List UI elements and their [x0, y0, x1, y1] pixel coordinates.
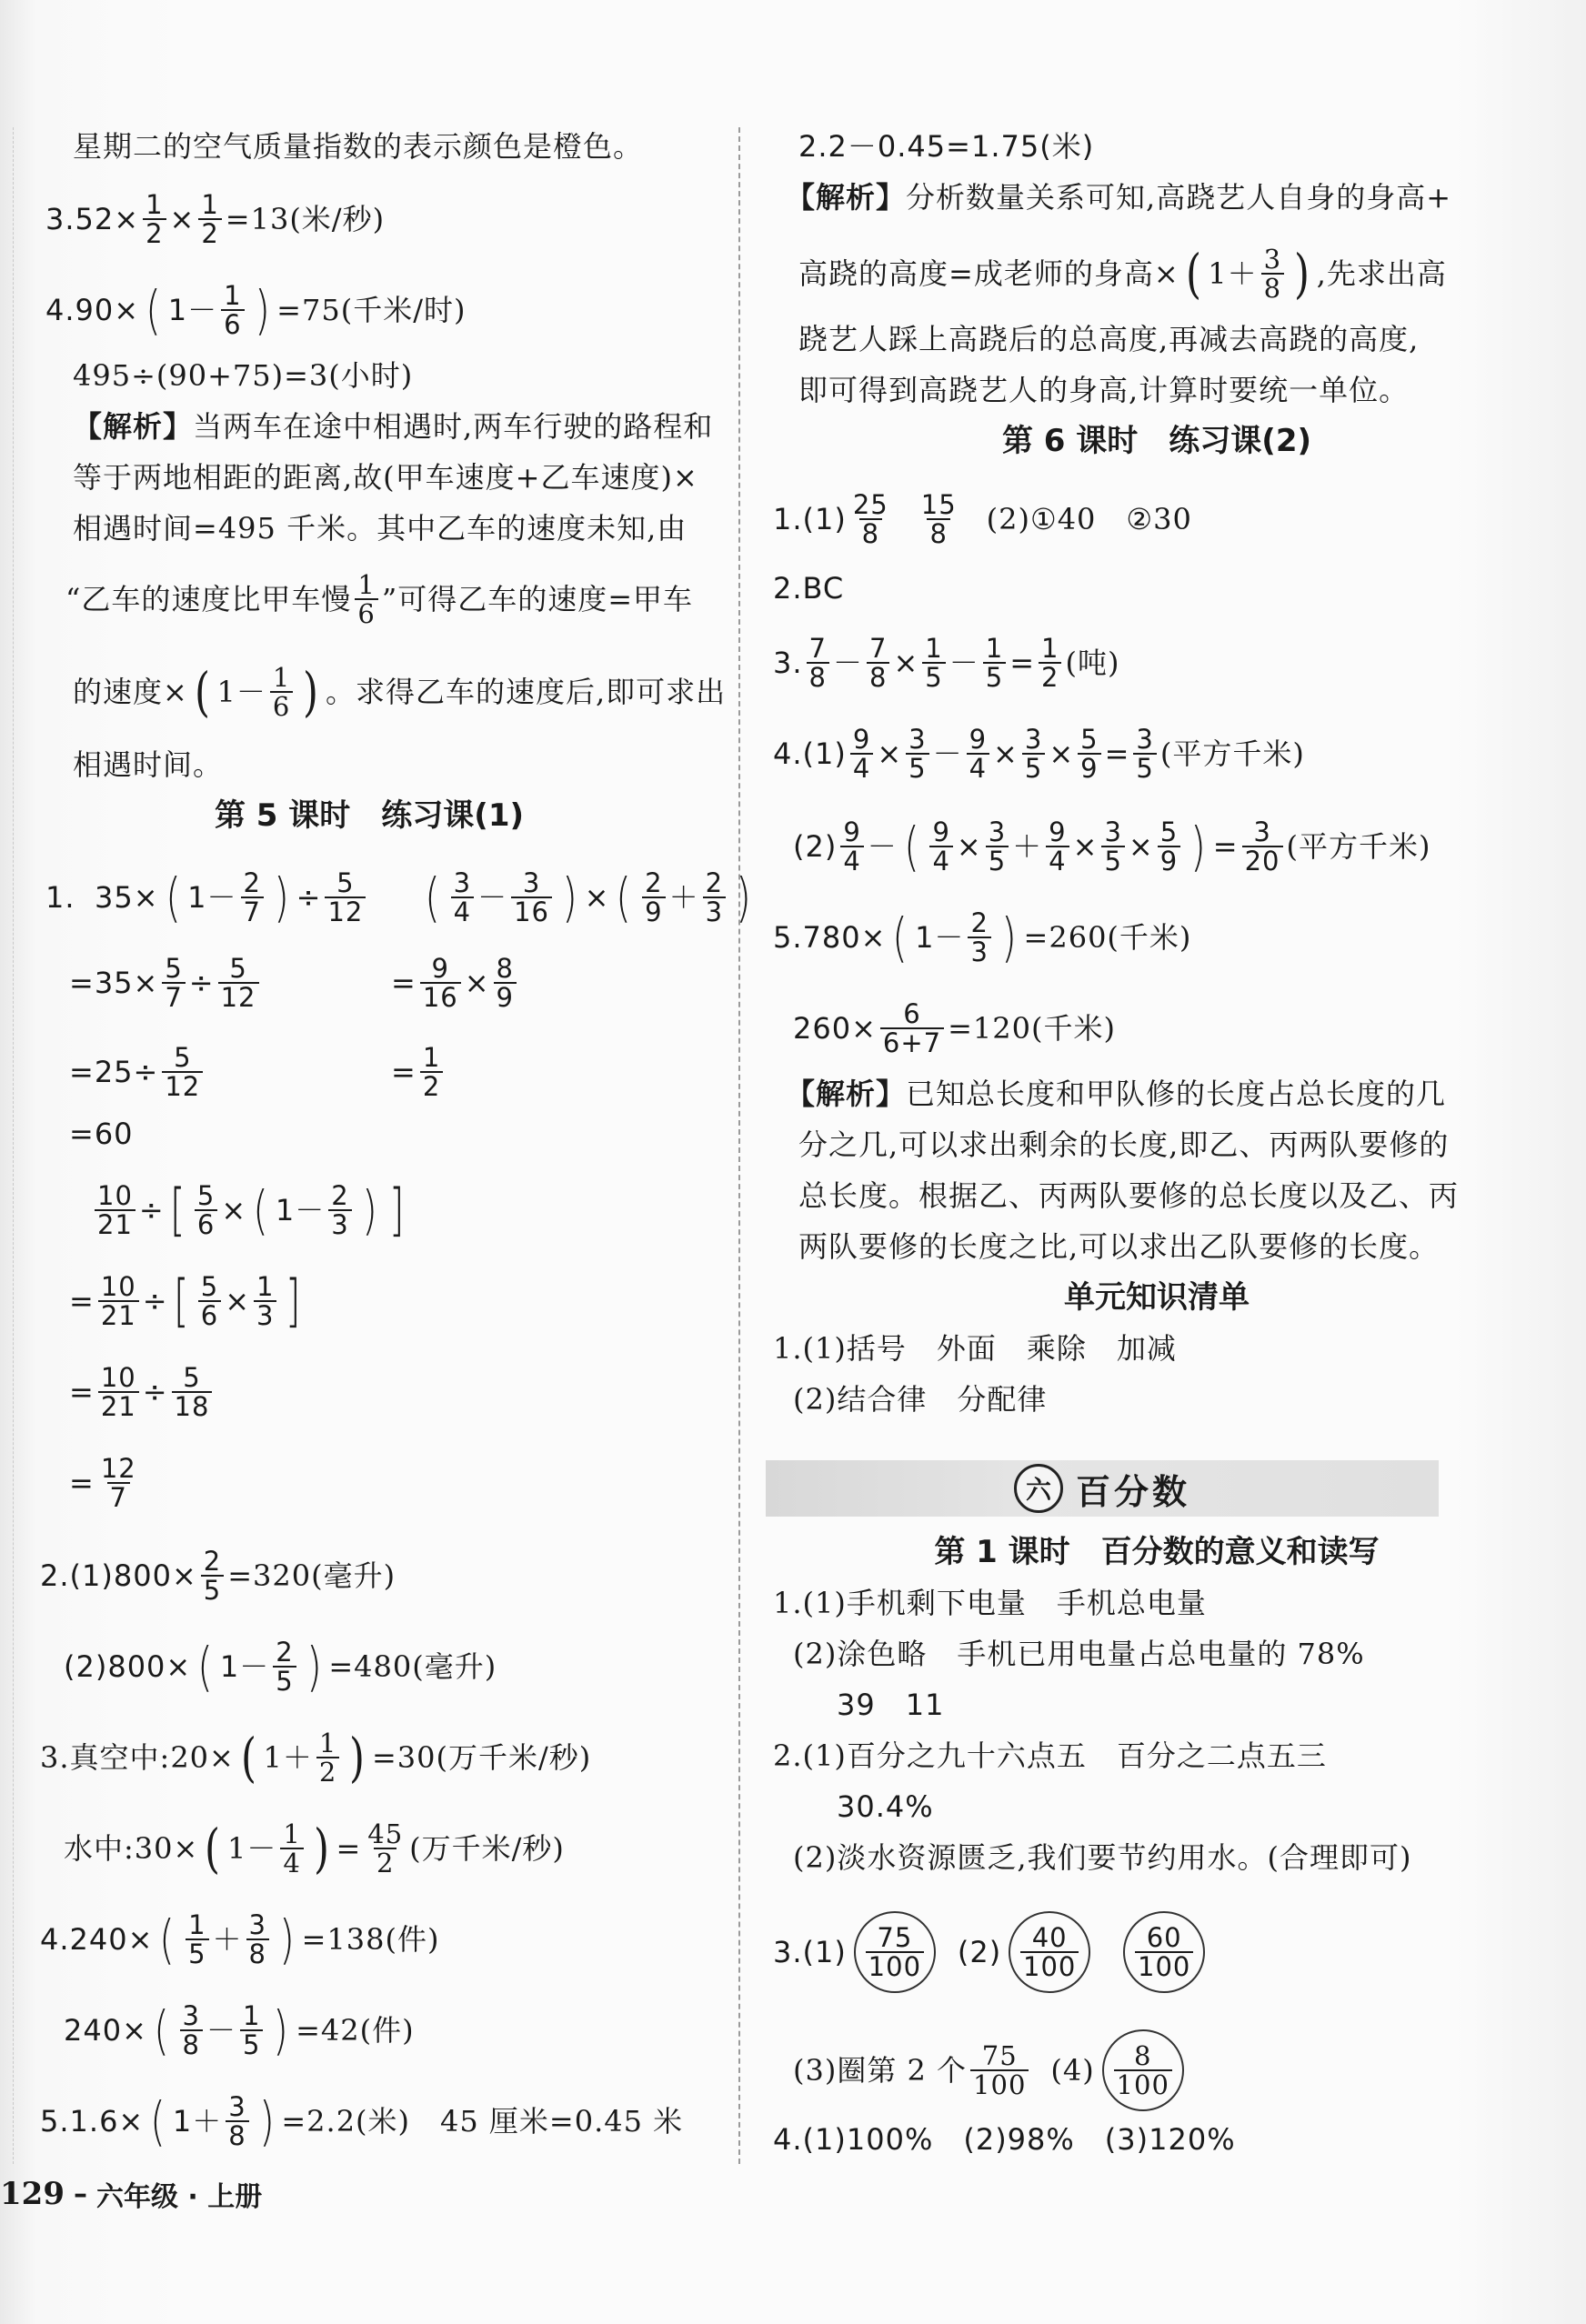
exercise-3b: 水中:30× ( 1－ $\frac{1}{4}$ ) = $\frac{45}{2}$ (万千米/秒) [64, 1818, 565, 1880]
fraction: $\frac{2}{3}$ [328, 1182, 351, 1239]
answer-line: (2)涂色略 手机已用电量占总电量的 78% [793, 1637, 1365, 1671]
exercise-1: 1.(1) $\frac{25}{8}$ $\frac{15}{8}$ (2)①40 ②30 [773, 489, 1192, 550]
fraction: $\frac{2}{3}$ [703, 869, 726, 927]
left-column [0, 0, 752, 2182]
grade-label: 六年级 · 上册 [95, 2181, 263, 2213]
fraction: $\frac{5}{12}$ [218, 955, 259, 1012]
fraction: $\frac{3}{5}$ [906, 726, 929, 783]
exercise-4: 4.240× ( $\frac{1}{5}$ ＋ $\frac{3}{8}$ ) =138(件) [40, 1908, 440, 1971]
fraction: $\frac{3}{5}$ [986, 818, 1009, 876]
exercise-2b: (2)800× ( 1－ $\frac{2}{5}$ ) =480(毫升) [64, 1636, 497, 1698]
fraction: $\frac{25}{8}$ [852, 489, 888, 550]
analysis-line: “乙车的速度比甲车慢 $\frac{1}{6}$ ”可得乙车的速度=甲车 [65, 569, 694, 630]
analysis-line: 的速度× ( 1－ $\frac{1}{6}$ ) 。求得乙车的速度后,即可求出 [73, 661, 727, 724]
fraction: $\frac{7}{8}$ [867, 635, 889, 692]
column-divider [738, 127, 740, 2164]
fraction: $\frac{1}{5}$ [983, 635, 1006, 692]
exercise-5b: 260× $\frac{6}{6+7}$ =120(千米) [793, 998, 1116, 1059]
fraction: $\frac{9}{4}$ [850, 726, 873, 783]
fraction: $\frac{15}{8}$ [920, 489, 957, 550]
exercise-3-circles: 3.(1) $\frac{75}{100}$ (2) $\frac{40}{100}$ $\frac{60}{100}$ [773, 1911, 1212, 1993]
fraction: $\frac{2}{3}$ [968, 909, 990, 967]
analysis-line: 跷艺人踩上高跷后的总高度,再减去高跷的高度, [798, 322, 1420, 356]
text-line: 星期二的空气质量指数的表示颜色是橙色。 [73, 129, 644, 164]
fraction: $\frac{1}{4}$ [280, 1820, 303, 1878]
answer-q3: 3. 52 × $\frac{1}{2}$ × $\frac{1}{2}$ =13(米/秒) [45, 189, 386, 250]
fraction: $\frac{1}{3}$ [254, 1273, 276, 1330]
fraction: $\frac{3}{5}$ [1133, 726, 1156, 783]
exercise-4b: (2) $\frac{9}{4}$ － ( $\frac{9}{4}$ × $\frac{3}{5}$ ＋ $\frac{9}{4}$ × $\frac{3}{5}$ × $\frac{5}{9}$ ) = $\frac{3}{20}$ (平方千米) [793, 816, 1431, 878]
fraction: $\frac{5}{6}$ [198, 1273, 221, 1330]
fraction: $\frac{1}{6}$ [355, 571, 377, 628]
analysis-line: 相遇时间=495 千米。其中乙车的速度未知,由 [73, 511, 688, 546]
fraction: $\frac{9}{4}$ [1046, 818, 1069, 876]
circled-fraction: $\frac{75}{100}$ [854, 1911, 936, 1993]
fraction: $\frac{5}{9}$ [1078, 726, 1100, 783]
fraction: $\frac{1}{5}$ [922, 635, 945, 692]
fraction: $\frac{9}{4}$ [840, 818, 863, 876]
step: = $\frac{1}{2}$ [391, 1044, 447, 1101]
fraction: $\frac{1}{5}$ [186, 1911, 208, 1968]
exercise-1c: $\frac{10}{21}$ ÷ [ $\frac{5}{6}$ × ( 1－ $\frac{2}{3}$ ) ] [91, 1182, 411, 1239]
step: = $\frac{9}{16}$ × $\frac{8}{9}$ [391, 955, 520, 1012]
answer-q4-line2: 495÷(90+75)=3(小时) [73, 358, 414, 393]
fraction: $\frac{3}{8}$ [180, 2002, 203, 2059]
summary-line: 1.(1)括号 外面 乘除 加减 [773, 1331, 1177, 1366]
circled-fraction: $\frac{60}{100}$ [1123, 1911, 1205, 1993]
circled-fraction: $\frac{8}{100}$ [1102, 2029, 1184, 2111]
fraction: $\frac{3}{16}$ [511, 869, 552, 927]
exercise-1a: 1. 35× ( 1－ $\frac{2}{7}$ ) ÷ $\frac{5}{12}$ [45, 869, 369, 927]
fraction: $\frac{5}{12}$ [325, 869, 366, 927]
analysis-line: 两队要修的长度之比,可以求出乙队要修的长度。 [798, 1229, 1440, 1264]
fraction: $\frac{2}{5}$ [273, 1638, 296, 1696]
answer-line: 1.(1)手机剩下电量 手机总电量 [773, 1586, 1207, 1620]
page-number: 129 [0, 2176, 65, 2212]
exercise-1b: ( $\frac{3}{4}$ － $\frac{3}{16}$ ) × ( $\frac{2}{9}$ ＋ $\frac{2}{3}$ ) [424, 866, 752, 929]
exercise-3: 3. $\frac{7}{8}$ － $\frac{7}{8}$ × $\frac{1}{5}$ － $\frac{1}{5}$ = $\frac{1}{2}$ (吨) [773, 633, 1120, 694]
fraction: $\frac{10}{21}$ [98, 1273, 139, 1330]
analysis-line: 【解析】 已知总长度和甲队修的长度占总长度的几 [786, 1077, 1447, 1111]
fraction: $\frac{45}{2}$ [367, 1818, 404, 1879]
fraction: $\frac{3}{8}$ [246, 1911, 269, 1968]
page-footer: 129 – 六年级 · 上册 [0, 2176, 263, 2213]
fraction: $\frac{1}{2}$ [198, 191, 221, 248]
fraction: $\frac{2}{7}$ [241, 869, 264, 927]
fraction: $\frac{8}{9}$ [494, 955, 517, 1012]
fraction: $\frac{1}{6}$ [221, 282, 244, 339]
analysis-line: 高跷的高度=成老师的身高× ( 1＋ $\frac{3}{8}$ ) ,先求出高 [798, 243, 1447, 306]
answer-line: 39 11 [837, 1688, 945, 1722]
step: = $\frac{12}{7}$ [69, 1455, 143, 1512]
fraction: $\frac{6}{6+7}$ [880, 1000, 944, 1057]
fraction: $\frac{10}{21}$ [95, 1182, 136, 1239]
right-column-lower [748, 0, 1566, 2182]
fraction: $\frac{75}{100}$ [970, 2042, 1029, 2099]
fraction: $\frac{9}{16}$ [420, 955, 461, 1012]
exercise-4a: 4.(1) $\frac{9}{4}$ × $\frac{3}{5}$ － $\frac{9}{4}$ × $\frac{3}{5}$ × $\frac{5}{9}$ = $\frac{3}{5}$ (平方千米) [773, 724, 1305, 785]
fraction: $\frac{3}{5}$ [1101, 818, 1124, 876]
fraction: $\frac{5}{9}$ [1158, 818, 1180, 876]
lesson-title: 第 1 课时 百分数的意义和读写 [934, 1534, 1380, 1570]
exercise-4b: 240× ( $\frac{3}{8}$ － $\frac{1}{5}$ ) =42(件) [64, 1999, 415, 2062]
fraction: $\frac{1}{2}$ [143, 191, 166, 248]
step: =60 [69, 1117, 134, 1151]
fraction: $\frac{1}{6}$ [270, 664, 293, 721]
text-line: 2.2－0.45=1.75(米) [798, 129, 1095, 164]
answer-line: 30.4% [837, 1789, 934, 1824]
section-title: 百分数 [1075, 1471, 1190, 1512]
exercise-5: 5.780× ( 1－ $\frac{2}{3}$ ) =260(千米) [773, 907, 1192, 969]
fraction: $\frac{2}{5}$ [201, 1548, 224, 1605]
analysis-line: 总长度。根据乙、丙两队要修的总长度以及乙、丙 [798, 1178, 1460, 1213]
fraction: $\frac{1}{2}$ [316, 1729, 339, 1787]
analysis-line: 【解析】 分析数量关系可知,高跷艺人自身的身高+ [786, 180, 1452, 215]
fraction: $\frac{3}{20}$ [1242, 818, 1283, 876]
answer-line: 2.(1)百分之九十六点五 百分之二点五三 [773, 1738, 1327, 1773]
answer-q4: 4. 90 × ( 1－ $\frac{1}{6}$ ) =75(千米/时) [45, 279, 467, 342]
exercise-2: 2.BC [773, 571, 845, 606]
exercise-5: 5.1.6× ( 1＋ $\frac{3}{8}$ ) =2.2(米) 45 厘米=0.45 米 [40, 2090, 684, 2153]
fraction: $\frac{1}{5}$ [240, 2002, 263, 2059]
fraction: $\frac{3}{5}$ [1022, 726, 1045, 783]
fraction: $\frac{3}{8}$ [1261, 245, 1284, 303]
fraction: $\frac{10}{21}$ [98, 1364, 139, 1421]
exercise-2: 2.(1)800× $\frac{2}{5}$ =320(毫升) [40, 1546, 396, 1607]
exercise-3: 3.真空中:20× ( 1＋ $\frac{1}{2}$ ) =30(万千米/秒) [40, 1727, 592, 1789]
fraction: $\frac{1}{2}$ [420, 1044, 443, 1101]
analysis-line: 分之几,可以求出剩余的长度,即乙、丙两队要修的 [798, 1127, 1450, 1162]
circled-fraction: $\frac{40}{100}$ [1009, 1911, 1090, 1993]
step: =35× $\frac{5}{7}$ ÷ $\frac{5}{12}$ [69, 955, 263, 1012]
section-number-badge: 六 [1014, 1464, 1063, 1513]
fraction: $\frac{5}{18}$ [172, 1364, 213, 1421]
lesson-title: 第 6 课时 练习课(2) [1001, 423, 1312, 459]
fraction: $\frac{9}{4}$ [929, 818, 952, 876]
summary-line: (2)结合律 分配律 [793, 1382, 1048, 1417]
answer-line: (2)淡水资源匮乏,我们要节约用水。(合理即可) [793, 1840, 1412, 1875]
fraction: $\frac{12}{7}$ [100, 1453, 136, 1514]
fraction: $\frac{5}{12}$ [162, 1044, 203, 1101]
fraction: $\frac{7}{8}$ [807, 635, 829, 692]
fraction: $\frac{3}{8}$ [226, 2093, 248, 2150]
unit-summary-title: 单元知识清单 [1064, 1279, 1250, 1316]
step: =25÷ $\frac{5}{12}$ [69, 1044, 206, 1101]
lesson-title: 第 5 课时 练习课(1) [214, 797, 525, 834]
fraction: $\frac{2}{9}$ [642, 869, 665, 927]
fraction: $\frac{5}{7}$ [162, 955, 185, 1012]
exercise-3-part3: (3)圈第 2 个 $\frac{75}{100}$ (4) $\frac{8}{100}$ [793, 2029, 1191, 2111]
step: = $\frac{10}{21}$ ÷ $\frac{5}{18}$ [69, 1364, 216, 1421]
fraction: $\frac{9}{4}$ [967, 726, 989, 783]
analysis-line: 【解析】 当两车在途中相遇时,两车行驶的路程和 [73, 409, 714, 444]
step: = $\frac{10}{21}$ ÷ [ $\frac{5}{6}$ × $\frac{1}{3}$ ] [69, 1267, 302, 1335]
fraction: $\frac{5}{6}$ [195, 1182, 217, 1239]
fraction: $\frac{3}{4}$ [451, 869, 474, 927]
analysis-line: 等于两地相距的距离,故(甲车速度+乙车速度)× [73, 460, 698, 495]
answer-line: 4.(1)100% (2)98% (3)120% [773, 2122, 1236, 2157]
analysis-line: 即可得到高跷艺人的身高,计算时要统一单位。 [798, 373, 1410, 407]
analysis-line: 相遇时间。 [73, 747, 224, 782]
fraction: $\frac{1}{2}$ [1039, 635, 1061, 692]
